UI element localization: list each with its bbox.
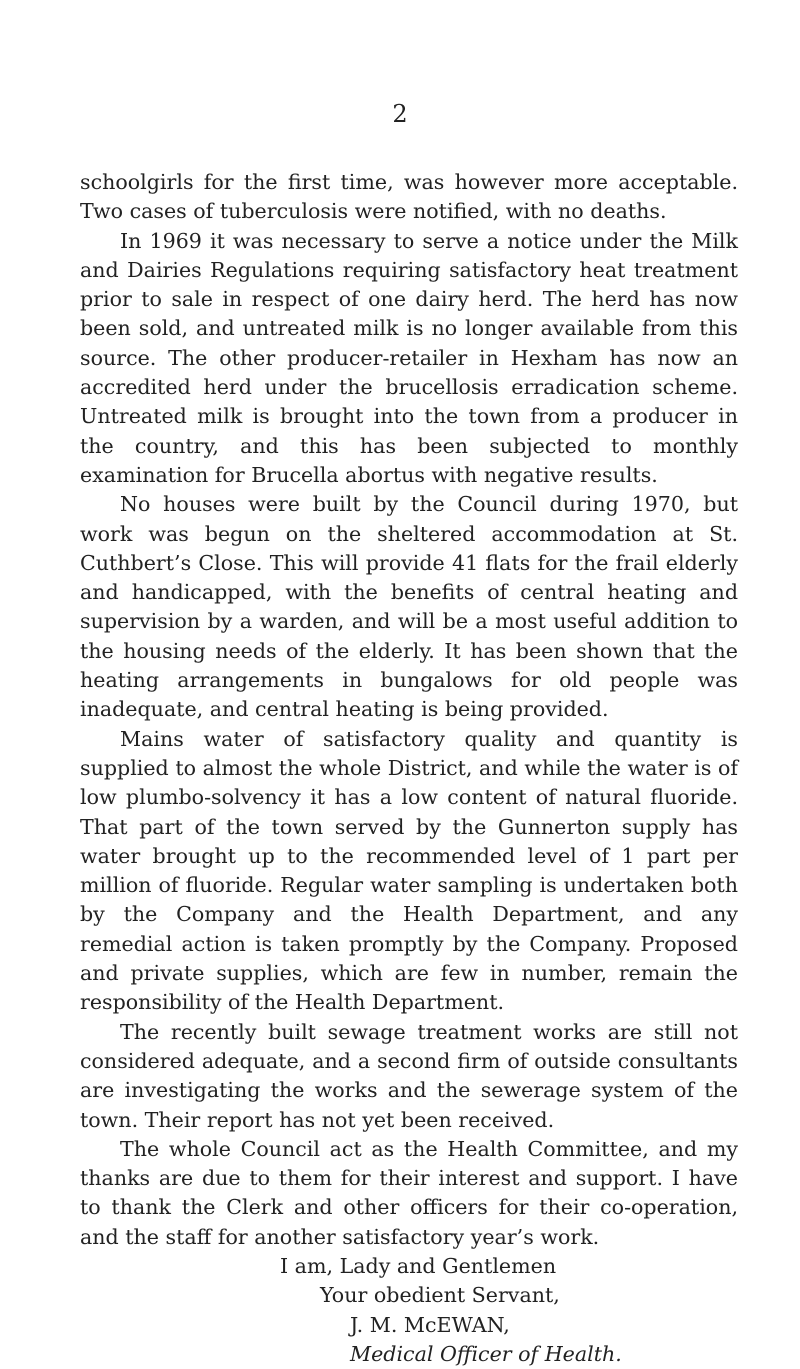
closing-salutation: I am, Lady and Gentlemen bbox=[280, 1253, 557, 1278]
paragraph-water-supply: Mains water of satisfactory quality and quantity is supplied to almost the whole District, and while the water is of low plumbo-solvency it has a low content of natural fluoride. That part of the town served by the Gunnerton supply has water brought up to the recommended level of 1 part per million of fluoride. Regular water sampling is undertaken both by the Company and the Health Department, and any remedial action is taken promptly by the Company. Proposed and private supplies, which are few in number, remain the responsibility of the Health Department. bbox=[80, 726, 738, 1015]
page-number: 2 bbox=[392, 100, 408, 128]
paragraph-housing: No houses were built by the Council during 1970, but work was begun on the sheltered accommodation at St. Cuthbert’s Close. This will provide 41 flats for the frail elderly and handicapped, with the benefits of central heating and supervision by a warden, and will be a most useful addition to the housing needs of the elderly. It has been shown that the heating arrangements in bungalows for old people was inadequate, and central heating is being provided. bbox=[80, 492, 738, 722]
paragraph-tuberculosis: schoolgirls for the first time, was however more acceptable. Two cases of tuberculosis were notified, with no deaths. bbox=[80, 170, 738, 224]
paragraph-milk-dairies: In 1969 it was necessary to serve a notice under the Milk and Dairies Regulations requiring satisfactory heat treatment prior to sale in respect of one dairy herd. The herd has now been sold, and untreated milk is no longer available from this source. The other producer-retailer in Hexham has now an accredited herd under the brucellosis erradication scheme. Untreated milk is brought into the town from a producer in the country, and this has been subjected to monthly examination for Brucella abortus with negative results. bbox=[80, 228, 738, 487]
closing-valediction: Your obedient Servant, bbox=[320, 1283, 560, 1308]
paragraph-thanks: The whole Council act as the Health Committee, and my thanks are due to them for their interest and support. I have to thank the Clerk and other officers for their co-operation, and the staff for another satisfactory year’s work. bbox=[80, 1136, 738, 1249]
paragraph-sewage: The recently built sewage treatment works are still not considered adequate, and a second firm of outside consultants are investigating the works and the sewerage system of the town. Their report has not yet been received. bbox=[80, 1019, 738, 1132]
letter-body bbox=[80, 168, 738, 1369]
signature-title: Medical Officer of Health. bbox=[350, 1341, 622, 1366]
signature-name: J. M. McEWAN, bbox=[350, 1312, 510, 1337]
closing-block bbox=[80, 1252, 738, 1369]
